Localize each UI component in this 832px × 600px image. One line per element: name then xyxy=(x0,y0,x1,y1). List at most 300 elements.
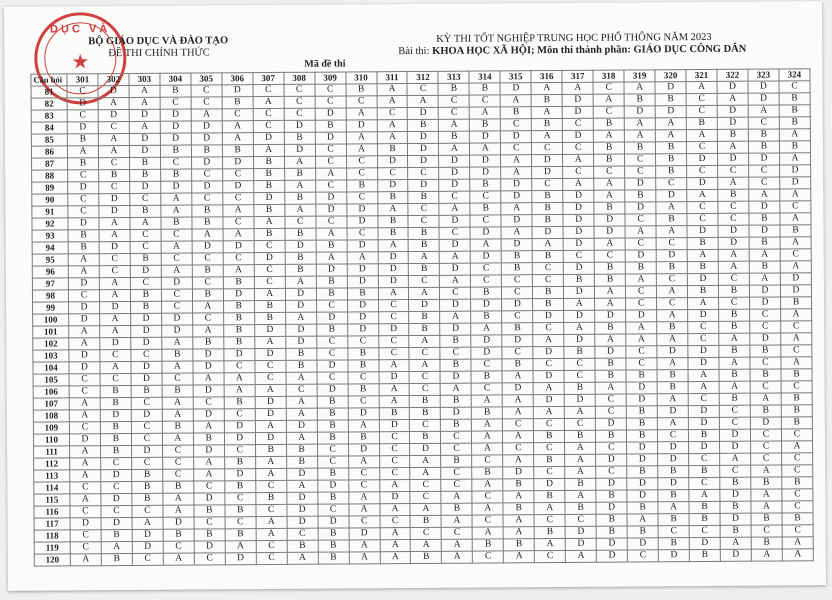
answer-cell: B xyxy=(780,225,811,237)
answer-cell: C xyxy=(656,178,687,190)
question-number: 87 xyxy=(32,158,68,170)
answer-cell: D xyxy=(471,347,502,359)
answer-cell: B xyxy=(596,430,627,442)
answer-cell: A xyxy=(129,85,160,97)
exam-code-header: 310 xyxy=(346,72,377,84)
answer-cell: B xyxy=(378,228,409,240)
answer-cell: A xyxy=(626,334,657,346)
exam-subject-prefix: Bài thi: xyxy=(398,45,433,58)
answer-cell: C xyxy=(68,194,99,206)
answer-cell: A xyxy=(254,336,285,348)
answer-cell: D xyxy=(596,418,627,430)
answer-cell: C xyxy=(780,201,811,213)
answer-cell: A xyxy=(782,537,813,549)
answer-cell: D xyxy=(624,106,655,118)
answer-cell: D xyxy=(318,516,349,528)
answer-cell: A xyxy=(377,120,408,132)
answer-cell: C xyxy=(410,383,441,395)
answer-cell: C xyxy=(595,406,626,418)
answer-cell: C xyxy=(688,393,719,405)
answer-cell: C xyxy=(132,505,163,517)
answer-cell: C xyxy=(441,479,472,491)
answer-cell: B xyxy=(596,526,627,538)
answer-cell: C xyxy=(408,167,439,179)
answer-cell: B xyxy=(193,433,224,445)
answer-cell: D xyxy=(254,252,285,264)
answer-cell: A xyxy=(129,121,160,133)
answer-cell: C xyxy=(410,491,441,503)
answer-cell: D xyxy=(408,155,439,167)
answer-cell: D xyxy=(68,278,99,290)
answer-cell: B xyxy=(286,456,317,468)
answer-cell: A xyxy=(284,180,315,192)
answer-cell: C xyxy=(132,553,163,565)
answer-cell: C xyxy=(377,168,408,180)
answer-cell: B xyxy=(719,345,750,357)
answer-cell: D xyxy=(595,346,626,358)
answer-cell: D xyxy=(594,226,625,238)
answer-cell: B xyxy=(470,119,501,131)
answer-cell: D xyxy=(439,155,470,167)
answer-cell: A xyxy=(162,433,193,445)
answer-cell: B xyxy=(410,431,441,443)
question-number: 99 xyxy=(33,302,69,314)
answer-cell: D xyxy=(626,394,657,406)
answer-cell: A xyxy=(193,457,224,469)
answer-cell: B xyxy=(750,345,781,357)
answer-cell: A xyxy=(719,381,750,393)
answer-cell: B xyxy=(286,444,317,456)
answer-cell: D xyxy=(627,478,658,490)
answer-cell: C xyxy=(688,333,719,345)
answer-cell: B xyxy=(469,83,500,95)
answer-cell: D xyxy=(658,454,689,466)
answer-cell: B xyxy=(224,457,255,469)
exam-code-header: 312 xyxy=(407,71,438,83)
answer-cell: C xyxy=(101,505,132,517)
answer-cell: C xyxy=(100,373,131,385)
answer-cell: D xyxy=(534,478,565,490)
answer-cell: C xyxy=(408,83,439,95)
answer-cell: D xyxy=(658,550,689,562)
answer-cell: A xyxy=(472,395,503,407)
answer-cell: D xyxy=(563,190,594,202)
answer-cell: A xyxy=(378,360,409,372)
answer-cell: C xyxy=(317,372,348,384)
answer-cell: C xyxy=(780,249,811,261)
answer-cell: D xyxy=(720,513,751,525)
answer-cell: A xyxy=(285,276,316,288)
answer-cell: A xyxy=(503,527,534,539)
answer-cell: B xyxy=(748,141,779,153)
answer-cell: B xyxy=(656,154,687,166)
answer-cell: D xyxy=(98,85,129,97)
answer-cell: A xyxy=(687,189,718,201)
answer-cell: C xyxy=(689,477,720,489)
answer-cell: B xyxy=(534,430,565,442)
answer-cell: B xyxy=(565,478,596,490)
answer-cell: A xyxy=(409,335,440,347)
answer-cell: D xyxy=(129,109,160,121)
answer-cell: B xyxy=(719,321,750,333)
answer-cell: A xyxy=(532,130,563,142)
answer-cell: B xyxy=(130,253,161,265)
answer-cell: B xyxy=(655,94,686,106)
answer-cell: B xyxy=(626,370,657,382)
answer-cell: B xyxy=(438,83,469,95)
answer-cell: A xyxy=(99,277,130,289)
answer-cell: C xyxy=(781,345,812,357)
exam-code-header: 302 xyxy=(98,73,129,85)
answer-cell: A xyxy=(441,491,472,503)
question-number: 111 xyxy=(34,446,70,458)
answer-cell: B xyxy=(624,94,655,106)
answer-cell: C xyxy=(131,421,162,433)
answer-cell: C xyxy=(471,275,502,287)
answer-cell: C xyxy=(131,349,162,361)
exam-code-header: 307 xyxy=(253,72,284,84)
answer-cell: B xyxy=(441,455,472,467)
answer-cell: A xyxy=(380,528,411,540)
answer-cell: B xyxy=(564,346,595,358)
answer-cell: B xyxy=(627,526,658,538)
answer-cell: B xyxy=(318,552,349,564)
answer-cell: A xyxy=(379,384,410,396)
answer-cell: A xyxy=(193,373,224,385)
answer-cell: B xyxy=(751,537,782,549)
answer-cell: C xyxy=(315,144,346,156)
answer-cell: A xyxy=(346,144,377,156)
answer-cell: D xyxy=(532,154,563,166)
answer-cell: D xyxy=(100,337,131,349)
answer-cell: B xyxy=(596,490,627,502)
answer-cell: A xyxy=(503,515,534,527)
answer-cell: A xyxy=(100,313,131,325)
answer-cell: C xyxy=(346,96,377,108)
answer-cell: A xyxy=(379,396,410,408)
answer-cell: D xyxy=(130,265,161,277)
answer-cell: A xyxy=(624,82,655,94)
answer-cell: C xyxy=(534,466,565,478)
question-number: 82 xyxy=(31,98,67,110)
answer-cell: C xyxy=(533,358,564,370)
answer-cell: B xyxy=(284,132,315,144)
answer-cell: D xyxy=(717,105,748,117)
answer-cell: C xyxy=(67,86,98,98)
answer-cell: D xyxy=(223,241,254,253)
answer-cell: D xyxy=(503,467,534,479)
answer-cell: C xyxy=(285,216,316,228)
answer-cell: B xyxy=(441,503,472,515)
answer-cell: C xyxy=(131,433,162,445)
answer-cell: C xyxy=(316,216,347,228)
answer-cell: B xyxy=(193,337,224,349)
answer-cell: B xyxy=(564,382,595,394)
answer-cell: D xyxy=(377,156,408,168)
answer-cell: D xyxy=(655,106,686,118)
answer-cell: C xyxy=(563,142,594,154)
answer-cell: B xyxy=(101,553,132,565)
answer-cell: A xyxy=(595,382,626,394)
answer-cell: A xyxy=(194,469,225,481)
answer-cell: A xyxy=(656,226,687,238)
answer-cell: D xyxy=(502,299,533,311)
answer-cell: C xyxy=(70,530,101,542)
answer-cell: D xyxy=(163,517,194,529)
answer-cell: A xyxy=(657,310,688,322)
answer-cell: D xyxy=(470,167,501,179)
answer-cell: A xyxy=(501,227,532,239)
answer-cell: D xyxy=(255,396,286,408)
answer-cell: A xyxy=(70,494,101,506)
answer-cell: A xyxy=(162,337,193,349)
answer-cell: B xyxy=(718,285,749,297)
answer-cell: C xyxy=(564,358,595,370)
answer-cell: A xyxy=(225,541,256,553)
answer-cell: A xyxy=(688,297,719,309)
answer-cell: C xyxy=(470,215,501,227)
answer-cell: C xyxy=(69,422,100,434)
answer-cell: A xyxy=(686,81,717,93)
answer-cell: B xyxy=(318,528,349,540)
answer-cell: C xyxy=(380,516,411,528)
exam-code-header: 324 xyxy=(779,69,810,81)
answer-cell: A xyxy=(504,551,535,563)
answer-cell: A xyxy=(470,239,501,251)
answer-cell: B xyxy=(315,120,346,132)
answer-cell: B xyxy=(504,539,535,551)
answer-cell: C xyxy=(472,515,503,527)
answer-cell: D xyxy=(346,204,377,216)
answer-cell: B xyxy=(377,144,408,156)
question-number: 110 xyxy=(33,434,69,446)
exam-code-header: 317 xyxy=(562,70,593,82)
answer-cell: B xyxy=(130,301,161,313)
answer-cell: C xyxy=(163,469,194,481)
answer-cell: A xyxy=(224,385,255,397)
answer-cell: A xyxy=(781,309,812,321)
answer-cell: C xyxy=(256,504,287,516)
answer-cell: B xyxy=(253,168,284,180)
answer-cell: D xyxy=(440,299,471,311)
answer-cell: B xyxy=(472,467,503,479)
answer-cell: A xyxy=(68,266,99,278)
answer-cell: D xyxy=(502,335,533,347)
answer-cell: C xyxy=(191,85,222,97)
answer-cell: A xyxy=(348,492,379,504)
answer-cell: D xyxy=(349,528,380,540)
answer-cell: A xyxy=(68,254,99,266)
answer-key-table xyxy=(30,68,813,566)
answer-cell: B xyxy=(100,433,131,445)
answer-cell: D xyxy=(625,250,656,262)
answer-cell: C xyxy=(284,96,315,108)
answer-cell: C xyxy=(161,289,192,301)
answer-cell: C xyxy=(192,253,223,265)
answer-cell: D xyxy=(193,385,224,397)
answer-cell: A xyxy=(441,383,472,395)
answer-cell: C xyxy=(625,154,656,166)
answer-cell: B xyxy=(284,192,315,204)
answer-cell: C xyxy=(223,217,254,229)
answer-cell: A xyxy=(717,93,748,105)
answer-cell: D xyxy=(99,301,130,313)
exam-code-header: 319 xyxy=(624,70,655,82)
question-number: 94 xyxy=(32,242,68,254)
answer-cell: B xyxy=(348,432,379,444)
answer-cell: B xyxy=(719,369,750,381)
answer-cell: B xyxy=(100,421,131,433)
answer-cell: C xyxy=(687,201,718,213)
answer-cell: B xyxy=(658,538,689,550)
question-number: 91 xyxy=(32,206,68,218)
answer-cell: A xyxy=(749,273,780,285)
answer-cell: A xyxy=(533,382,564,394)
answer-cell: D xyxy=(689,441,720,453)
answer-cell: B xyxy=(348,360,379,372)
answer-cell: D xyxy=(626,310,657,322)
answer-cell: A xyxy=(284,156,315,168)
answer-cell: C xyxy=(286,384,317,396)
answer-cell: C xyxy=(472,491,503,503)
answer-cell: D xyxy=(749,225,780,237)
answer-cell: C xyxy=(751,525,782,537)
answer-cell: B xyxy=(689,465,720,477)
answer-cell: D xyxy=(130,181,161,193)
answer-cell: B xyxy=(409,263,440,275)
answer-cell: C xyxy=(410,371,441,383)
answer-cell: C xyxy=(192,313,223,325)
answer-key-document xyxy=(4,1,826,591)
answer-cell: B xyxy=(779,141,810,153)
answer-cell: A xyxy=(254,216,285,228)
answer-cell: D xyxy=(100,409,131,421)
question-number: 108 xyxy=(33,410,69,422)
question-number: 117 xyxy=(34,518,70,530)
answer-cell: A xyxy=(255,456,286,468)
answer-cell: D xyxy=(162,325,193,337)
answer-cell: D xyxy=(596,478,627,490)
answer-cell: D xyxy=(470,155,501,167)
answer-cell: D xyxy=(749,285,780,297)
answer-cell: A xyxy=(70,554,101,566)
question-number: 88 xyxy=(32,170,68,182)
exam-code-header: 322 xyxy=(717,69,748,81)
answer-cell: B xyxy=(409,239,440,251)
answer-cell: A xyxy=(779,129,810,141)
answer-cell: A xyxy=(718,261,749,273)
answer-cell: D xyxy=(563,130,594,142)
answer-cell: D xyxy=(562,106,593,118)
answer-cell: D xyxy=(720,489,751,501)
answer-cell: C xyxy=(161,229,192,241)
answer-cell: C xyxy=(346,156,377,168)
answer-cell: A xyxy=(254,288,285,300)
answer-cell: B xyxy=(719,309,750,321)
answer-cell: B xyxy=(408,119,439,131)
answer-cell: C xyxy=(163,541,194,553)
answer-cell: C xyxy=(162,457,193,469)
answer-cell: D xyxy=(627,442,658,454)
answer-cell: A xyxy=(347,252,378,264)
answer-cell: C xyxy=(782,465,813,477)
exam-code-header: 308 xyxy=(284,72,315,84)
answer-cell: A xyxy=(377,204,408,216)
answer-cell: C xyxy=(750,381,781,393)
answer-cell: C xyxy=(720,465,751,477)
question-number: 86 xyxy=(31,146,67,158)
answer-cell: A xyxy=(161,193,192,205)
answer-cell: D xyxy=(222,157,253,169)
answer-cell: C xyxy=(533,262,564,274)
answer-cell: A xyxy=(316,228,347,240)
answer-cell: C xyxy=(501,119,532,131)
question-number: 90 xyxy=(32,194,68,206)
answer-cell: B xyxy=(625,262,656,274)
answer-cell: A xyxy=(718,177,749,189)
question-number: 89 xyxy=(32,182,68,194)
answer-cell: C xyxy=(441,443,472,455)
answer-cell: D xyxy=(317,384,348,396)
answer-cell: B xyxy=(781,393,812,405)
answer-cell: A xyxy=(565,466,596,478)
answer-cell: B xyxy=(161,217,192,229)
answer-cell: A xyxy=(564,322,595,334)
answer-cell: B xyxy=(687,285,718,297)
answer-cell: A xyxy=(626,274,657,286)
answer-cell: A xyxy=(627,514,658,526)
exam-code-header: 314 xyxy=(469,71,500,83)
answer-cell: D xyxy=(224,349,255,361)
answer-cell: B xyxy=(100,385,131,397)
answer-cell: C xyxy=(98,157,129,169)
answer-cell: B xyxy=(99,169,130,181)
answer-cell: A xyxy=(193,325,224,337)
answer-cell: D xyxy=(315,204,346,216)
exam-code-header: 305 xyxy=(191,73,222,85)
answer-cell: B xyxy=(534,526,565,538)
answer-cell: D xyxy=(131,445,162,457)
answer-cell: C xyxy=(68,170,99,182)
answer-cell: D xyxy=(565,538,596,550)
answer-cell: C xyxy=(657,298,688,310)
answer-cell: B xyxy=(287,540,318,552)
answer-cell: B xyxy=(131,385,162,397)
answer-cell: C xyxy=(70,506,101,518)
answer-cell: D xyxy=(194,541,225,553)
answer-cell: C xyxy=(781,429,812,441)
answer-cell: B xyxy=(411,551,442,563)
answer-cell: B xyxy=(160,145,191,157)
answer-cell: B xyxy=(751,477,782,489)
answer-cell: C xyxy=(349,516,380,528)
answer-cell: B xyxy=(409,323,440,335)
answer-cell: C xyxy=(596,466,627,478)
answer-cell: D xyxy=(627,490,658,502)
answer-cell: A xyxy=(503,455,534,467)
answer-cell: C xyxy=(533,274,564,286)
answer-cell: D xyxy=(69,350,100,362)
answer-cell: B xyxy=(627,430,658,442)
answer-cell: A xyxy=(315,168,346,180)
answer-cell: B xyxy=(160,85,191,97)
answer-cell: C xyxy=(502,347,533,359)
answer-cell: A xyxy=(410,467,441,479)
answer-cell: A xyxy=(442,539,473,551)
answer-cell: B xyxy=(532,214,563,226)
answer-cell: A xyxy=(751,501,782,513)
question-number: 100 xyxy=(33,314,69,326)
